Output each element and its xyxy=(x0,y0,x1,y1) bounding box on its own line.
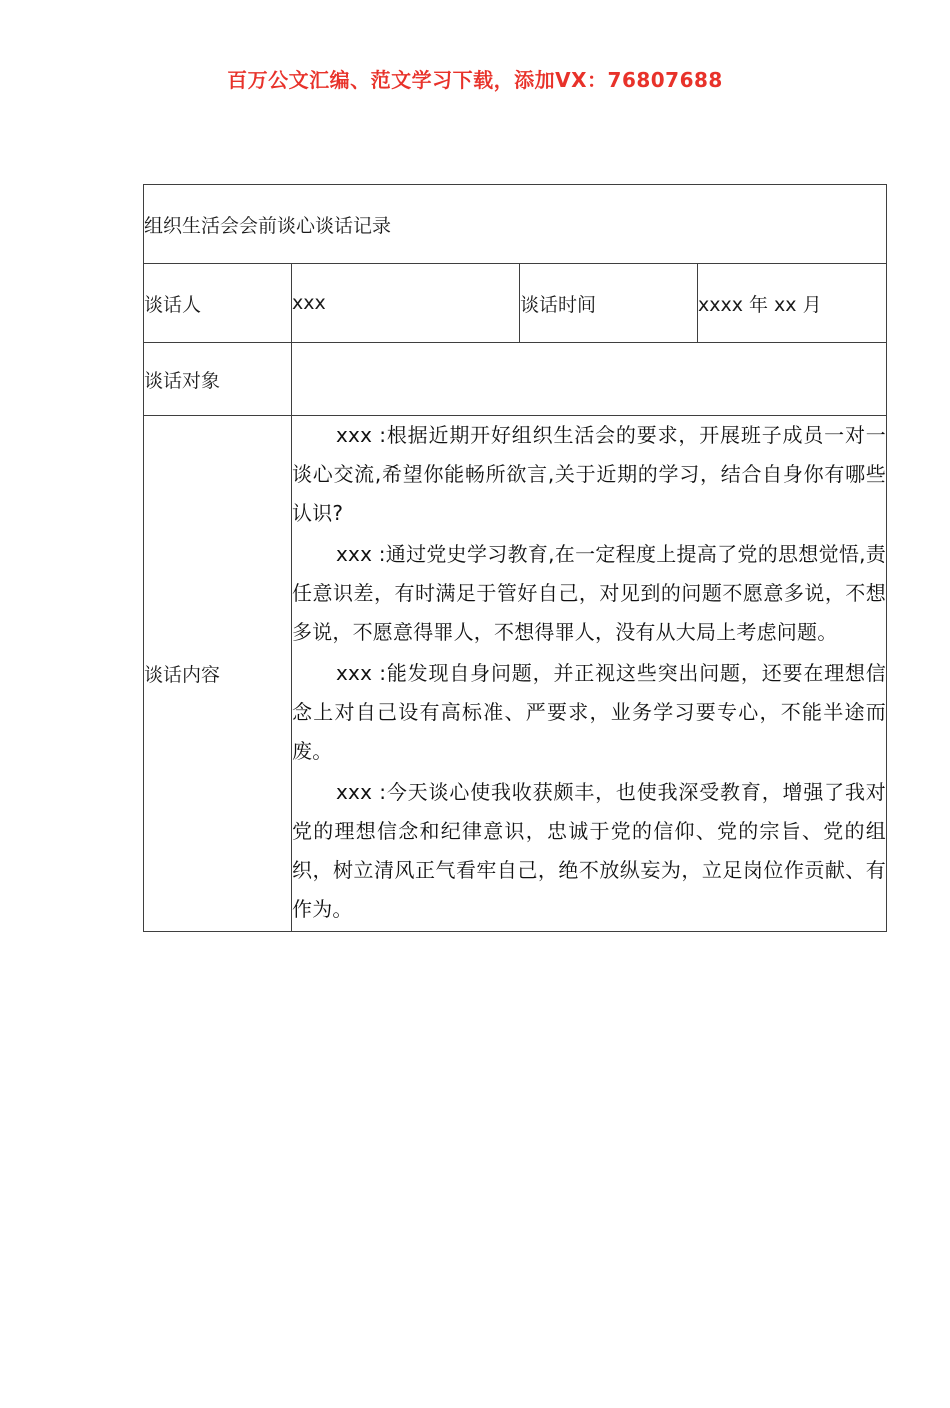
talk-paragraph: xxx :今天谈心使我收获颇丰，也使我深受教育，增强了我对党的理想信念和纪律意识，忠诚于党的信仰、党的宗旨、党的组织，树立清风正气看牢自己，绝不放纵妄为，立足岗位作贡献、有作为。 xyxy=(292,780,887,921)
field-label-time: 谈话时间 xyxy=(520,264,698,343)
field-label-content: 谈话内容 xyxy=(144,416,292,932)
talk-paragraph: xxx :根据近期开好组织生活会的要求，开展班子成员一对一谈心交流,希望你能畅所欲言,关于近期的学习，结合自身你有哪些认识? xyxy=(292,423,887,525)
talk-record-table xyxy=(143,184,887,932)
table-row xyxy=(144,416,887,932)
document-page xyxy=(0,64,950,1408)
table-row xyxy=(144,185,887,264)
document-title: 组织生活会会前谈心谈话记录 xyxy=(144,185,887,264)
talk-paragraph: xxx :能发现自身问题，并正视这些突出问题，还要在理想信念上对自己设有高标准、严要求，业务学习要专心，不能半途而废。 xyxy=(292,661,887,763)
field-label-target: 谈话对象 xyxy=(144,343,292,416)
talk-paragraph: xxx :通过党史学习教育,在一定程度上提高了党的思想觉悟,责任意识差，有时满足于管好自己，对见到的问题不愿意多说，不想多说，不愿意得罪人，不想得罪人，没有从大局上考虑问题。 xyxy=(292,542,887,644)
table-row xyxy=(144,343,887,416)
watermark-promo-text: 百万公文汇编、范文学习下载，添加VX：76807688 xyxy=(227,68,723,92)
talk-content-body xyxy=(292,416,887,932)
field-value-speaker[interactable]: xxx xyxy=(292,264,520,343)
table-row xyxy=(144,264,887,343)
field-value-time[interactable]: xxxx 年 xx 月 xyxy=(698,264,887,343)
field-value-target[interactable] xyxy=(292,343,887,416)
field-label-speaker: 谈话人 xyxy=(144,264,292,343)
